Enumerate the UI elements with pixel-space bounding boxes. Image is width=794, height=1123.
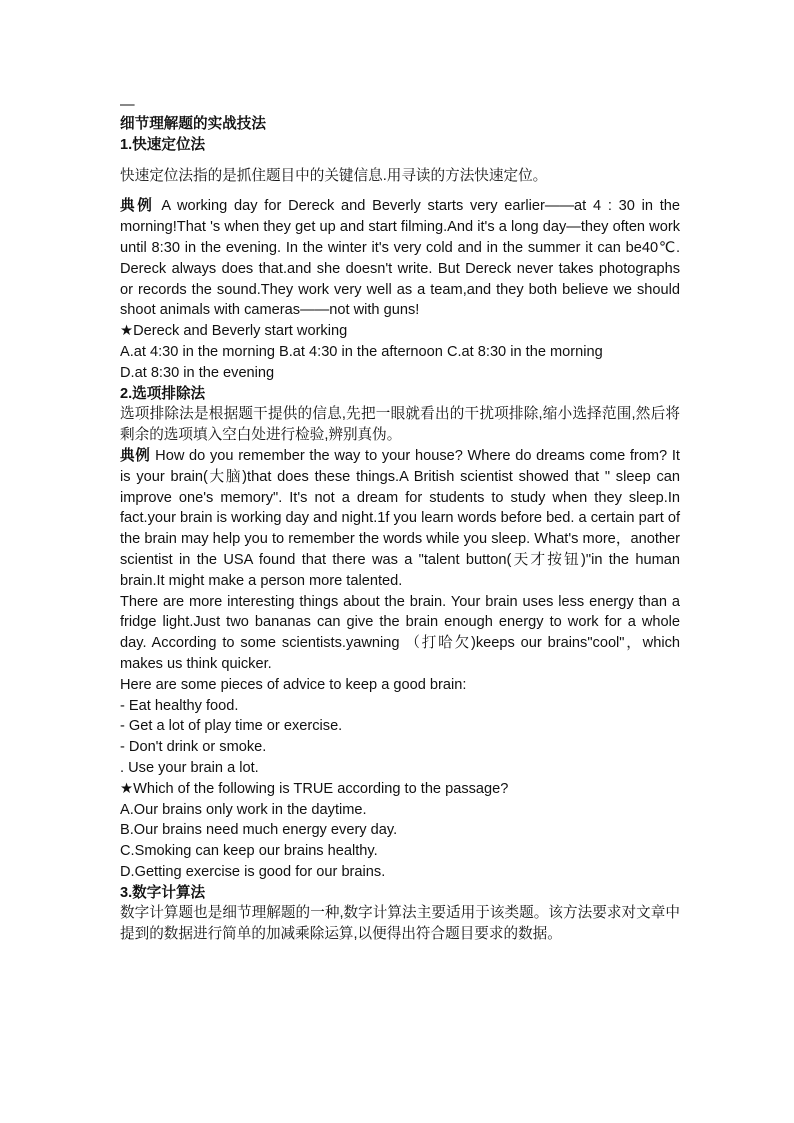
section-1-intro: 快速定位法指的是抓住题目中的关键信息.用寻读的方法快速定位。 [120, 167, 548, 184]
section-1-question: ★Dereck and Beverly start working [120, 323, 348, 340]
option-d: D.Getting exercise is good for our brains. [120, 863, 386, 880]
section-3-heading: 3.数字计算法 [120, 884, 206, 901]
section-1-options-line-1: A.at 4:30 in the morning B.at 4:30 in the afternoon C.at 8:30 in the morning [120, 343, 603, 360]
option-c: C.Smoking can keep our brains healthy. [120, 843, 378, 860]
document-page [120, 96, 680, 945]
section-1-heading: 1.快速定位法 [120, 136, 206, 153]
page-title: 细节理解题的实战技法 [120, 116, 266, 132]
section-2-intro: 选项排除法是根据题干提供的信息,先把一眼就看出的干扰项排除,缩小选择范围,然后将剩余的选项填入空白处进行检验,辨别真伪。 [120, 406, 680, 444]
dash-mark: — [120, 97, 135, 113]
option-a: A.Our brains only work in the daytime. [120, 801, 367, 818]
example-passage: A working day for Dereck and Beverly starts very earlier——at 4 : 30 in the morning!That 's when they get up and start filming.And it's a long day—they often work until 8:30 in the evening. In the winter it's very cold and in the summer it can be40℃. Dereck always does that.and she doesn't write. But Dereck never takes photographs or records the sound.They work very well as a team,and they both believe we should shoot animals with cameras——not with guns! [120, 198, 680, 319]
example-passage-p1: How do you remember the way to your house? Where do dreams come from? It is your brain(大脑)that does these things.A British scientist showed that " sleep can improve one's memory". It's not a dream for students to study when they sleep.In fact.your brain is working day and night.1f you learn words before bed. a certain part of the brain may help you to remember the words while you sleep. What's more，another scientist in the USA found that there was a "talent button(天才按钮)"in the human brain.It might make a person more talented. [120, 447, 680, 589]
advice-intro: Here are some pieces of advice to keep a good brain: [120, 676, 467, 693]
advice-item: - Get a lot of play time or exercise. [120, 718, 343, 735]
example-label: 典例 [120, 198, 155, 215]
section-1-options-line-2: D.at 8:30 in the evening [120, 364, 275, 381]
section-2-example [120, 446, 680, 592]
advice-item: . Use your brain a lot. [120, 759, 259, 776]
option-b: B.Our brains need much energy every day. [120, 822, 398, 839]
section-2-question: ★Which of the following is TRUE according to the passage? [120, 780, 509, 797]
section-1-example [120, 196, 680, 321]
advice-item: - Eat healthy food. [120, 697, 239, 714]
example-label: 典例 [120, 447, 151, 464]
section-2-heading: 2.选项排除法 [120, 385, 206, 402]
example-passage-p2: There are more interesting things about the brain. Your brain uses less energy than a fridge light.Just two bananas can give the brain enough energy to work for a whole day. According to some scientists.yawning （打哈欠)keeps our brains"cool"，which makes us think quicker. [120, 593, 680, 672]
advice-item: - Don't drink or smoke. [120, 739, 267, 756]
section-3-intro: 数字计算题也是细节理解题的一种,数字计算法主要适用于该类题。该方法要求对文章中提到的数据进行简单的加减乘除运算,以便得出符合题目要求的数据。 [120, 905, 680, 943]
